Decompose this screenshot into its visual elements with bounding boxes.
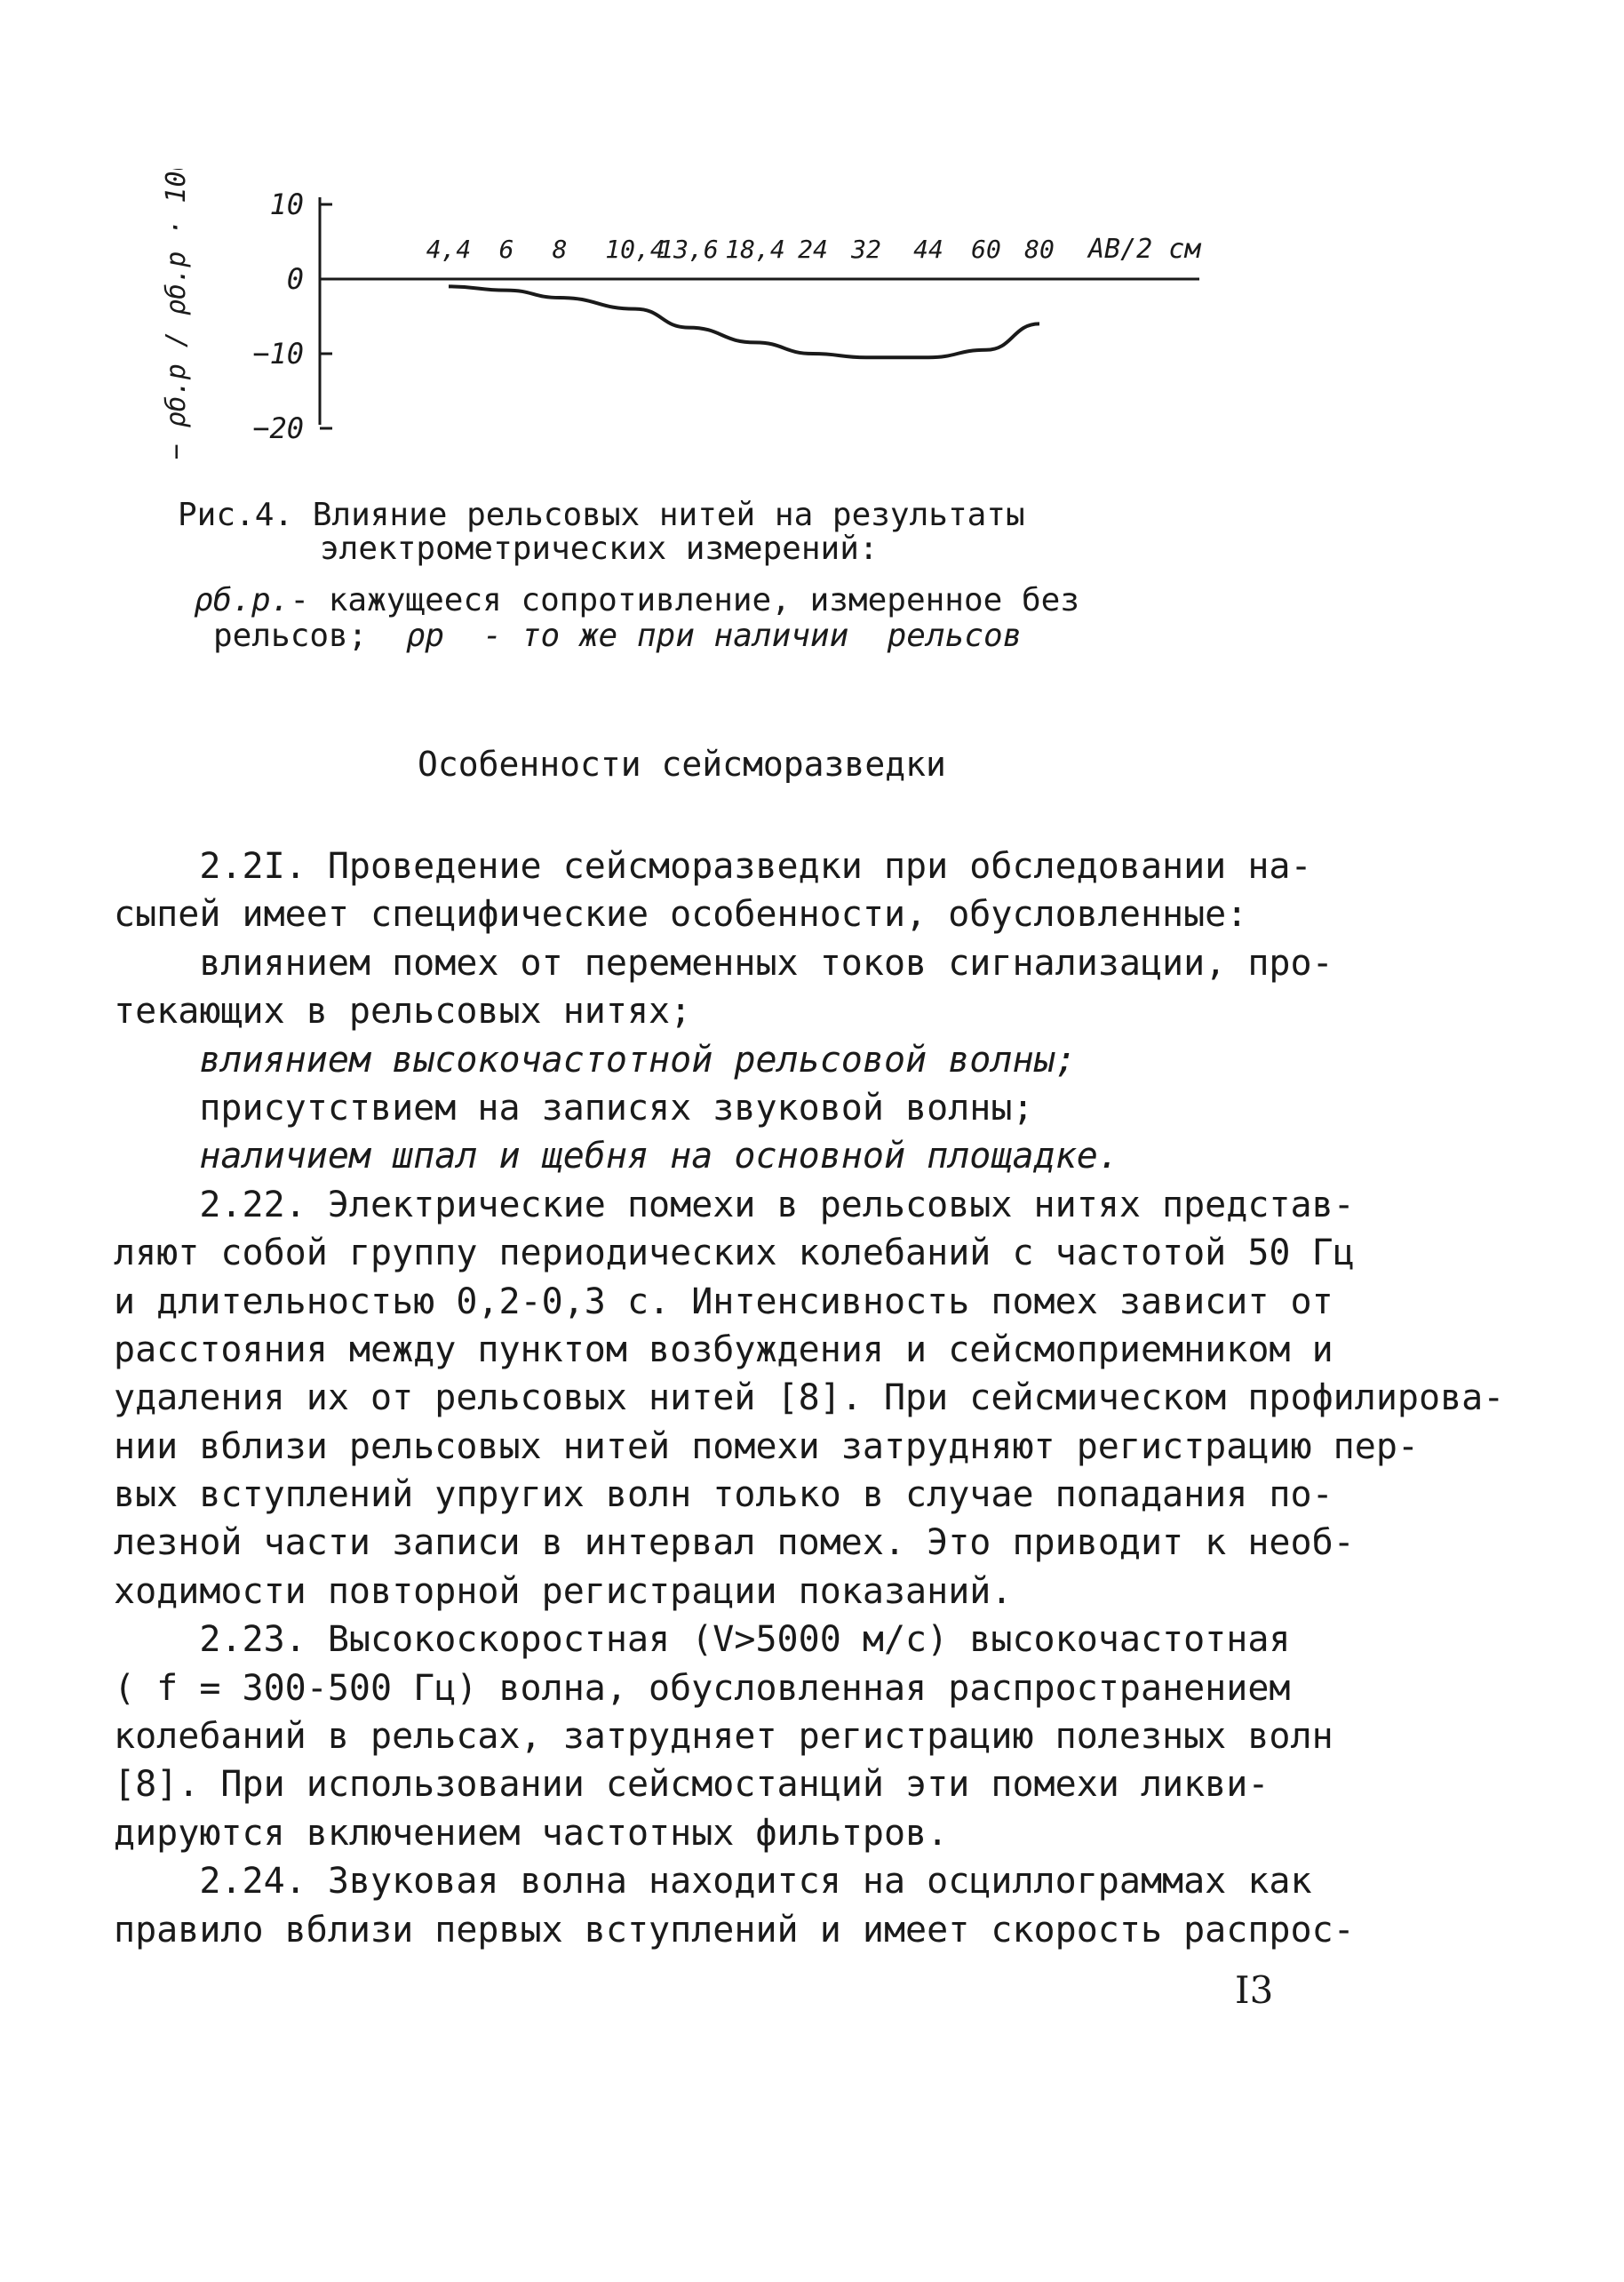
y-tick-label: 0: [286, 262, 304, 296]
section-heading: Особенности сейсморазведки: [418, 745, 946, 784]
x-ticks: [426, 235, 1055, 264]
series-line: [449, 286, 1039, 357]
body-line: наличием шпал и щебня на основной площадке.: [114, 1136, 1119, 1177]
x-tick-label: 60: [971, 235, 1001, 264]
body-line: расстояния между пунктом возбуждения и сейсмоприемником и: [114, 1329, 1333, 1370]
x-tick-label: 8: [552, 235, 568, 264]
x-tick-label: 18,4: [725, 235, 785, 264]
body-line: влиянием помех от переменных токов сигнализации, про-: [114, 942, 1333, 984]
body-line: 2.23. Высокоскоростная (V>5000 м/с) высокочастотная: [114, 1619, 1291, 1661]
body-line: влиянием высокочастотной рельсовой волны;: [114, 1039, 1077, 1081]
rho-p-symbol: ρр: [405, 618, 445, 654]
body-line: сыпей имеет специфические особенности, обусловленные:: [114, 894, 1248, 936]
body-line: 2.24. Звуковая волна находится на осциллограммах как: [114, 1861, 1312, 1903]
y-tick-label: −20: [252, 411, 304, 445]
caption-line-4-tail: - то же при наличии рельсов: [482, 618, 1023, 654]
x-tick-label: 10,4: [605, 235, 665, 264]
x-axis-label: AB/2 см: [1088, 234, 1201, 265]
body-line: вых вступлений упругих волн только в случае попадания по-: [114, 1474, 1333, 1516]
figure-caption-line-4: [213, 618, 1368, 654]
body-line: 2.2I. Проведение сейсморазведки при обследовании на-: [114, 846, 1312, 887]
page-number: I3: [1235, 1968, 1274, 2012]
body-line: ( f = 300-500 Гц) волна, обусловленная распространением: [114, 1667, 1291, 1709]
caption-line-4-text: рельсов;: [213, 618, 368, 654]
y-tick-label: 10: [269, 188, 304, 221]
body-line: ляют собой группу периодических колебаний с частотой 50 Гц: [114, 1233, 1355, 1274]
body-line: удаления их от рельсовых нитей [8]. При сейсмическом профилирова-: [114, 1377, 1505, 1419]
resistivity-chart: [142, 169, 1244, 462]
body-text: [114, 842, 1505, 1954]
figure-caption-line-2: электрометрических измерений:: [320, 531, 879, 567]
x-tick-label: 24: [798, 235, 828, 264]
body-line: колебаний в рельсах, затрудняет регистрацию полезных волн: [114, 1716, 1333, 1758]
x-tick-label: 44: [913, 235, 943, 264]
chart-canvas: [142, 169, 1244, 462]
x-tick-label: 6: [498, 235, 514, 264]
x-tick-label: 13,6: [658, 235, 719, 264]
body-line: правило вблизи первых вступлений и имеет скорость распрос-: [114, 1909, 1355, 1951]
body-line: лезной части записи в интервал помех. Это приводит к необ-: [114, 1522, 1355, 1564]
body-line: [8]. При использовании сейсмостанций эти помехи ликви-: [114, 1764, 1270, 1806]
y-tick-label: −10: [252, 337, 304, 371]
y-axis-label: ρр − ρб.р / ρб.р · 100 %: [161, 169, 192, 462]
caption-line-3-text: - кажущееся сопротивление, измеренное без: [290, 582, 1080, 618]
body-line: присутствием на записях звуковой волны;: [114, 1087, 1034, 1129]
body-line: текающих в рельсовых нитях;: [114, 991, 692, 1033]
rho-br-symbol: ρб.р.: [194, 582, 291, 618]
figure-caption-line-3: [194, 583, 1349, 618]
body-line: нии вблизи рельсовых нитей помехи затрудняют регистрацию пер-: [114, 1425, 1420, 1467]
x-tick-label: 32: [851, 235, 881, 264]
body-line: ходимости повторной регистрации показаний.: [114, 1570, 1013, 1612]
x-tick-label: 80: [1024, 235, 1055, 264]
figure-caption-line-1: Рис.4. Влияние рельсовых нитей на результаты: [178, 497, 1025, 533]
body-line: дируются включением частотных фильтров.: [114, 1812, 949, 1854]
body-line: и длительностью 0,2-0,3 с. Интенсивность помех зависит от: [114, 1281, 1333, 1322]
x-tick-label: 4,4: [426, 235, 472, 264]
body-line: 2.22. Электрические помехи в рельсовых нитях представ-: [114, 1184, 1355, 1225]
